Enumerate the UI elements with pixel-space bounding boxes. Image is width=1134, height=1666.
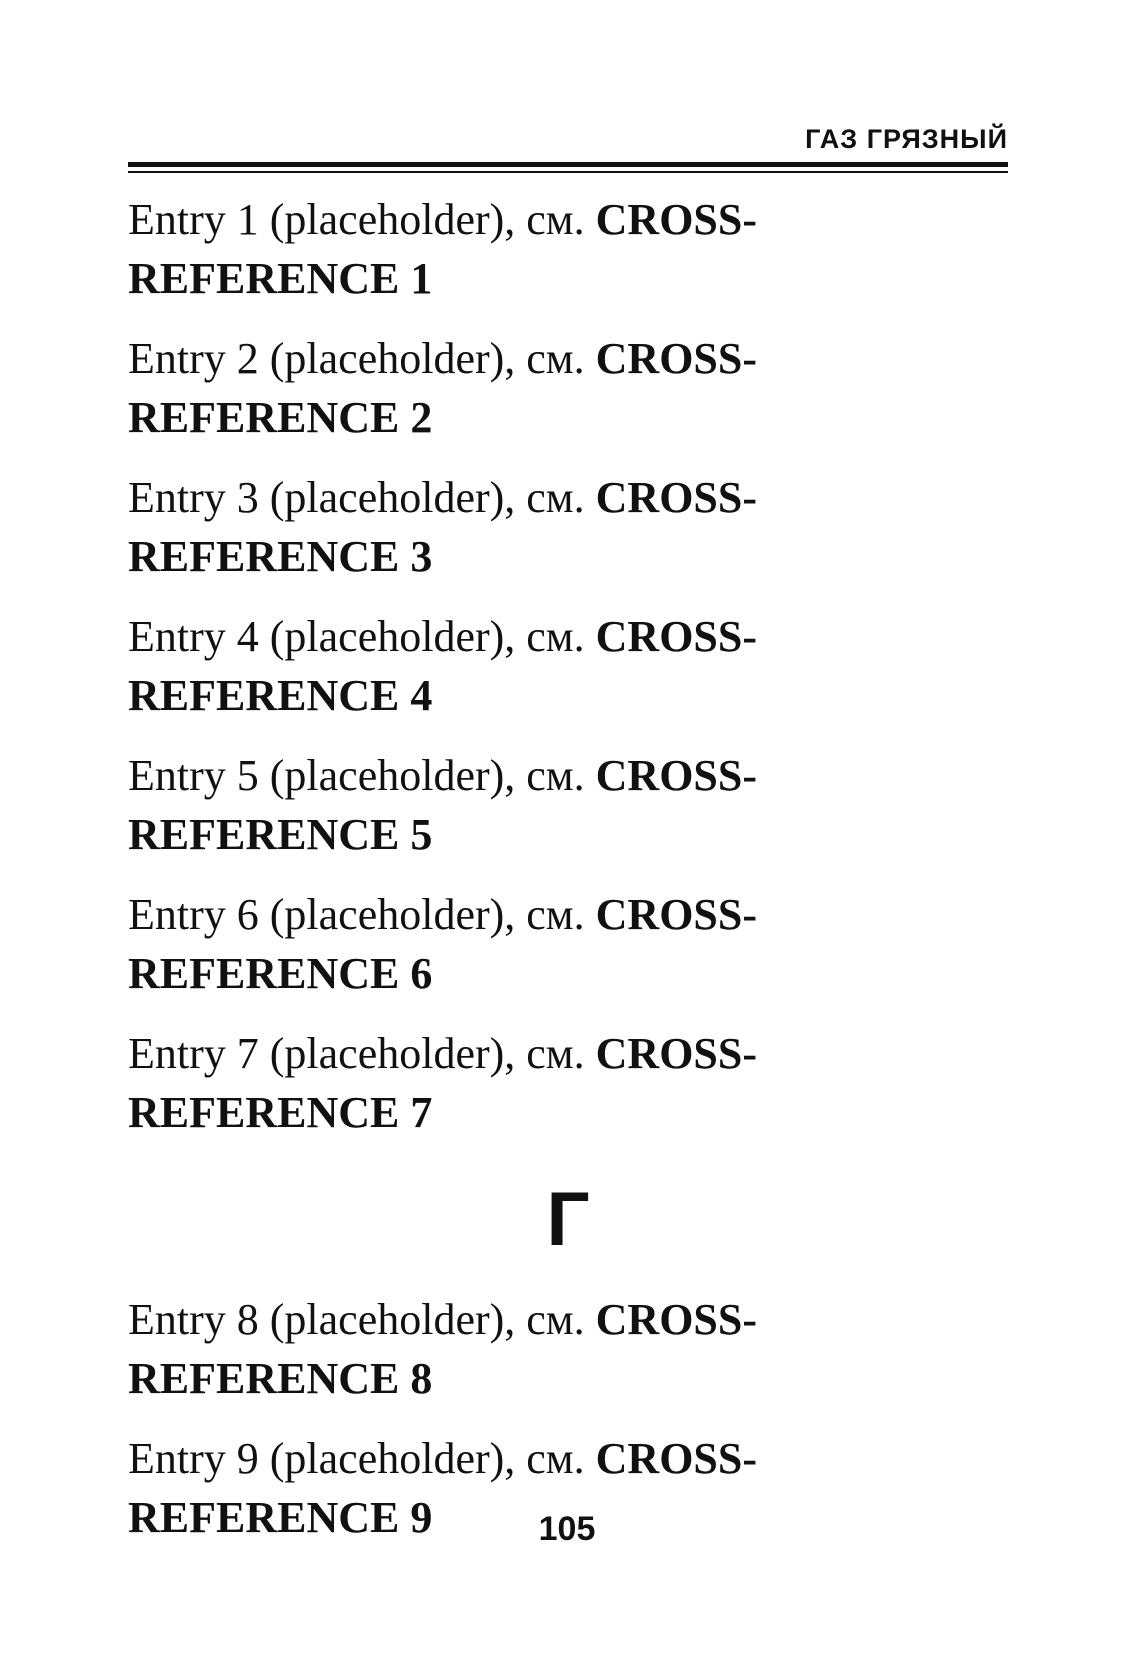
entry-see: см. xyxy=(526,890,585,939)
entry-term: Entry 7 (placeholder), xyxy=(128,1029,516,1078)
running-head: ГАЗ ГРЯЗНЫЙ xyxy=(805,124,1008,154)
dictionary-entry xyxy=(128,746,1008,864)
entry-term: Entry 9 (placeholder), xyxy=(128,1434,516,1483)
entry-term: Entry 5 (placeholder), xyxy=(128,751,516,800)
entry-see: см. xyxy=(526,195,585,244)
dictionary-entry xyxy=(128,885,1008,1003)
dictionary-entry xyxy=(128,1290,1008,1408)
entry-term: Entry 8 (placeholder), xyxy=(128,1295,516,1344)
section-letter: Г xyxy=(546,1177,590,1262)
entry-see: см. xyxy=(526,473,585,522)
entry-see: см. xyxy=(526,751,585,800)
dictionary-entry xyxy=(128,190,1008,308)
entry-cross-reference: CROSS-REFERENCE 8 xyxy=(128,1295,758,1403)
entry-term: Entry 2 (placeholder), xyxy=(128,334,516,383)
entry-see: см. xyxy=(526,1295,585,1344)
entry-term: Entry 3 (placeholder), xyxy=(128,473,516,522)
header-rule-thin xyxy=(128,171,1008,173)
dictionary-entry xyxy=(128,468,1008,586)
entry-cross-reference: CROSS-REFERENCE 7 xyxy=(128,1029,758,1137)
entry-see: см. xyxy=(526,334,585,383)
entry-cross-reference: CROSS-REFERENCE 9 xyxy=(128,1434,758,1542)
entry-see: см. xyxy=(526,1029,585,1078)
entry-term: Entry 1 (placeholder), xyxy=(128,195,516,244)
header-rule-thick xyxy=(128,162,1008,167)
entry-cross-reference: CROSS-REFERENCE 6 xyxy=(128,890,758,998)
dictionary-entry xyxy=(128,607,1008,725)
entry-cross-reference: CROSS-REFERENCE 1 xyxy=(128,195,758,303)
dictionary-entry xyxy=(128,1024,1008,1142)
entry-cross-reference: CROSS-REFERENCE 2 xyxy=(128,334,758,442)
dictionary-entry xyxy=(128,329,1008,447)
entry-term: Entry 4 (placeholder), xyxy=(128,612,516,661)
entry-term: Entry 6 (placeholder), xyxy=(128,890,516,939)
entry-see: см. xyxy=(526,1434,585,1483)
page-number: 105 xyxy=(538,1510,596,1548)
entry-see: см. xyxy=(526,612,585,661)
entry-cross-reference: CROSS-REFERENCE 5 xyxy=(128,751,758,859)
entry-cross-reference: CROSS-REFERENCE 3 xyxy=(128,473,758,581)
entry-cross-reference: CROSS-REFERENCE 4 xyxy=(128,612,758,720)
entries-list xyxy=(128,190,1008,1568)
